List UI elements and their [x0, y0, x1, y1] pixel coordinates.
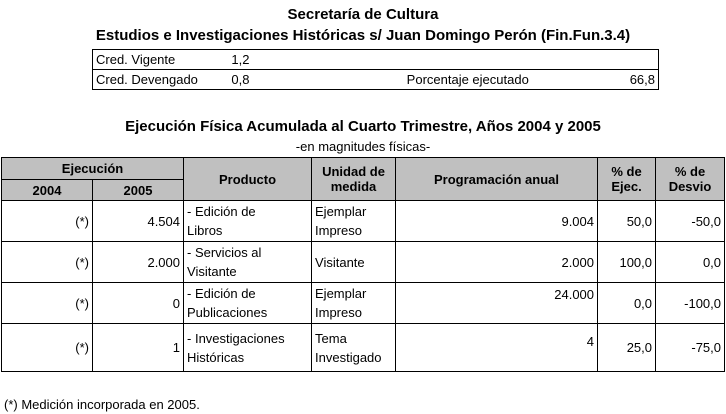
section-subtitle: -en magnitudes físicas- — [295, 139, 431, 154]
report-title: Secretaría de Cultura — [287, 6, 439, 23]
cell-2004: (*) — [2, 242, 93, 283]
cred-devengado-label: Cred. Devengado — [93, 70, 229, 90]
cell-2005: 0 — [93, 283, 184, 324]
header-pct-ejec-line1: % de — [611, 164, 642, 179]
header-unidad-line1: Unidad de — [322, 164, 385, 179]
header-ejecucion: Ejecución — [2, 158, 184, 180]
header-unidad-line2: medida — [330, 179, 377, 194]
table-row — [2, 283, 725, 324]
cell-unidad — [312, 283, 396, 324]
producto-line1: - Servicios al — [187, 245, 262, 260]
header-row-1 — [2, 158, 725, 180]
cell-desvio: -50,0 — [656, 201, 725, 242]
empty-cell — [312, 50, 532, 70]
empty-cell — [532, 50, 659, 70]
header-unidad — [312, 158, 396, 201]
unidad-line2: Investigado — [315, 349, 382, 365]
credits-row-devengado — [93, 70, 659, 90]
porcentaje-label: Porcentaje ejecutado — [312, 70, 532, 90]
credits-row-vigente — [93, 50, 659, 70]
cell-producto — [184, 242, 312, 283]
header-2004: 2004 — [2, 180, 93, 201]
cell-2005: 2.000 — [93, 242, 184, 283]
cell-unidad — [312, 324, 396, 372]
cell-desvio: 0,0 — [656, 242, 725, 283]
header-pct-desvio — [656, 158, 725, 201]
cred-vigente-value: 1,2 — [228, 50, 312, 70]
header-pct-ejec-line2: Ejec. — [611, 179, 642, 194]
unidad-line2: Impreso — [315, 305, 362, 320]
cell-desvio: -75,0 — [656, 324, 725, 372]
unidad-line1: Tema — [315, 330, 347, 346]
producto-line2: Libros — [187, 223, 223, 238]
producto-line1: - Investigaciones — [187, 330, 285, 346]
header-2005: 2005 — [93, 180, 184, 201]
cell-2004: (*) — [2, 283, 93, 324]
footnote: (*) Medición incorporada en 2005. — [4, 397, 200, 412]
producto-line1: - Edición de — [187, 286, 256, 301]
cell-2005: 1 — [93, 324, 184, 372]
cell-ejec: 100,0 — [598, 242, 656, 283]
cell-unidad: Visitante — [312, 242, 396, 283]
cred-vigente-label: Cred. Vigente — [93, 50, 229, 70]
cell-ejec: 25,0 — [598, 324, 656, 372]
cell-unidad — [312, 201, 396, 242]
cell-2004: (*) — [2, 324, 93, 372]
report-subtitle: Estudios e Investigaciones Históricas s/ Juan Domingo Perón (Fin.Fun.3.4) — [95, 27, 631, 44]
cell-producto — [184, 201, 312, 242]
unidad-line1: Ejemplar — [315, 204, 367, 219]
header-producto: Producto — [184, 158, 312, 201]
unidad-line1: Ejemplar — [315, 286, 367, 301]
cell-2004: (*) — [2, 201, 93, 242]
cell-programacion: 4 — [396, 324, 598, 372]
cell-ejec: 0,0 — [598, 283, 656, 324]
porcentaje-value: 66,8 — [532, 70, 659, 90]
producto-line2: Publicaciones — [187, 305, 268, 320]
unidad-line2: Impreso — [315, 223, 362, 238]
producto-line1: - Edición de — [187, 204, 256, 219]
cell-producto — [184, 283, 312, 324]
header-pct-ejec — [598, 158, 656, 201]
header-pct-desvio-line1: % de — [674, 164, 706, 179]
producto-line2: Históricas — [187, 349, 245, 365]
cred-devengado-value: 0,8 — [228, 70, 312, 90]
table-row — [2, 201, 725, 242]
header-programacion: Programación anual — [396, 158, 598, 201]
cell-programacion: 9.004 — [396, 201, 598, 242]
execution-table — [1, 157, 725, 372]
cell-ejec: 50,0 — [598, 201, 656, 242]
cell-programacion: 24.000 — [396, 283, 598, 324]
section-title: Ejecución Física Acumulada al Cuarto Trimestre, Años 2004 y 2005 — [125, 118, 601, 135]
table-row — [2, 242, 725, 283]
producto-line2: Visitante — [187, 264, 237, 279]
credits-table — [92, 49, 659, 90]
header-pct-desvio-line2: Desvio — [668, 179, 712, 194]
cell-2005: 4.504 — [93, 201, 184, 242]
cell-producto — [184, 324, 312, 372]
cell-desvio: -100,0 — [656, 283, 725, 324]
cell-programacion: 2.000 — [396, 242, 598, 283]
table-row — [2, 324, 725, 372]
